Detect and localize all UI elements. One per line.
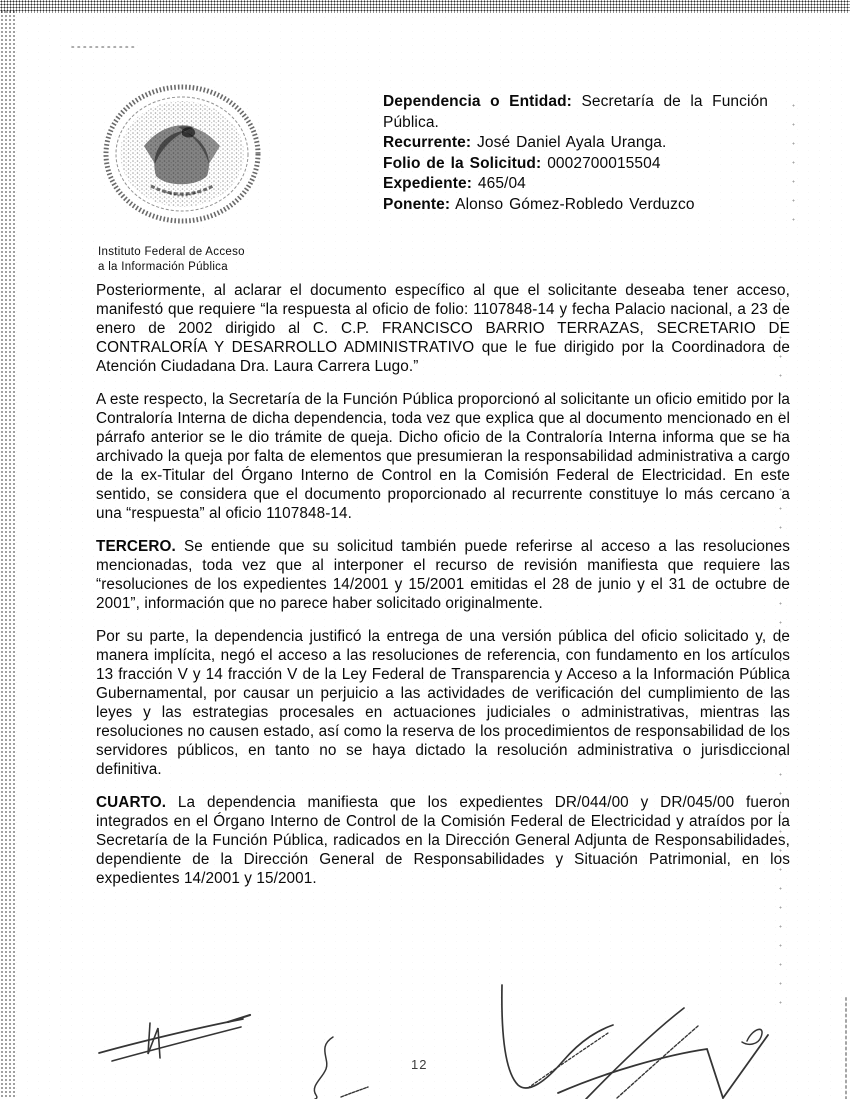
paragraph-2-text: A este respecto, la Secretaría de la Función Pública proporcionó al solicitante un oficio emitido por la Contraloría Interna de dicha dependencia, toda vez que explica que al documento mencionado en el párrafo anterior se le dio trámite de queja. Dicho oficio de la Contraloría Interna informa que se ha archivado la queja por falta de elementos que presumieran la responsabilidad administrativa a cargo de la ex-Titular del Órgano Interno de Control en la Comisión Federal de Electricidad. En este sentido, se considera que el documento proporcionado al recurrente constituye lo más cercano a una “respuesta” al oficio 1107848-14. xyxy=(96,391,790,522)
field-recurrente-label: Recurrente: xyxy=(383,134,472,152)
paragraph-tercero-lead: TERCERO. xyxy=(96,538,176,555)
paragraph-posteriormente xyxy=(96,281,790,376)
field-recurrente-value: José Daniel Ayala Uranga. xyxy=(477,134,667,152)
field-ponente-value: Alonso Gómez-Robledo Verduzco xyxy=(455,195,695,213)
field-dependencia-label: Dependencia o Entidad: xyxy=(383,93,572,110)
body-text xyxy=(96,281,790,902)
field-expediente xyxy=(383,174,768,195)
ifai-logo xyxy=(96,84,346,275)
paragraph-cuarto xyxy=(96,793,790,888)
field-folio-value: 0002700015504 xyxy=(547,154,661,172)
field-folio-label: Folio de la Solicitud: xyxy=(383,154,542,172)
field-ponente-label: Ponente: xyxy=(383,195,451,213)
logo-caption xyxy=(98,245,346,275)
field-recurrente xyxy=(383,133,768,154)
paragraph-por-su-parte xyxy=(96,627,790,779)
page-number: 12 xyxy=(411,1057,428,1072)
paragraph-a-este-respecto xyxy=(96,390,790,523)
eagle-seal-icon xyxy=(96,84,268,236)
field-expediente-label: Expediente: xyxy=(383,175,472,193)
field-ponente xyxy=(383,195,768,216)
logo-caption-line2: a la Información Pública xyxy=(98,261,228,273)
field-folio xyxy=(383,154,768,175)
field-dependencia xyxy=(383,92,768,133)
paragraph-tercero-text: Se entiende que su solicitud también puede referirse al acceso a las resoluciones mencionadas, toda vez que al interponer el recurso de revisión manifiesta que requiere las “resoluciones de los expedientes 14/2001 y 15/2001 emitidas el 28 de junio y el 31 de octubre de 2001”, información que no parece haber solicitado originalmente. xyxy=(96,538,790,612)
field-dependencia-value: Secretaría de la Función Pública. xyxy=(383,93,768,131)
paragraph-tercero xyxy=(96,537,790,613)
paragraph-cuarto-lead: CUARTO. xyxy=(96,794,167,811)
paragraph-4-text: Por su parte, la dependencia justificó la entrega de una versión pública del oficio solicitado y, de manera implícita, negó el acceso a las resoluciones de referencia, con fundamento en los artículos 13 fracción V y 14 fracción V de la Ley Federal de Transparencia y Acceso a la Información Pública Gubernamental, por causar un perjuicio a las actividades de verificación del cumplimiento de las leyes y las estrategias procesales en actuaciones judiciales o administrativas, mientras las resoluciones no causen estado, así como la reserva de los procedimientos de responsabilidad de los servidores públicos, en tanto no se haya dictado la resolución administrativa o jurisdiccional definitiva. xyxy=(96,628,790,778)
paragraph-1-text: Posteriormente, al aclarar el documento específico al que el solicitante deseaba tener acceso, manifestó que requiere “la respuesta al oficio de folio: 1107848-14 y fecha Palacio nacional, a 23 de enero de 2002 dirigido al C. C.P. FRANCISCO BARRIO TERRAZAS, SECRETARIO DE CONTRALORÍA Y DESARROLLO ADMINISTRATIVO que le fue dirigido por la Coordinadora de Atención Ciudadana Dra. Laura Carrera Lugo.” xyxy=(96,282,790,375)
case-info-block xyxy=(383,92,768,216)
field-expediente-value: 465/04 xyxy=(477,175,526,193)
paragraph-cuarto-text: La dependencia manifiesta que los expedientes DR/044/00 y DR/045/00 fueron integrados en el Órgano Interno de Control de la Comisión Federal de Electricidad y atraídos por la Secretaría de la Función Pública, radicados en la Dirección General Adjunta de Responsabilidades, dependiente de la Dirección General de Responsabilidades y Situación Patrimonial, en los expedientes 14/2001 y 15/2001. xyxy=(96,794,790,887)
logo-caption-line1: Instituto Federal de Acceso xyxy=(98,246,245,258)
